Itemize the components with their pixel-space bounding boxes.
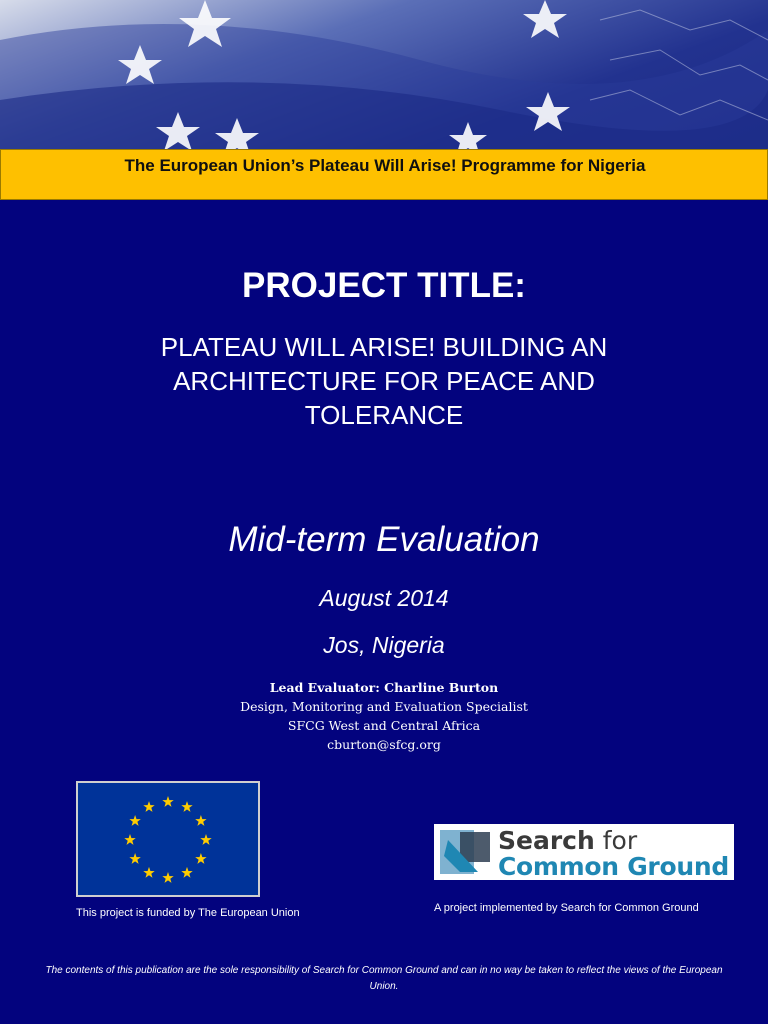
eu-star-icon xyxy=(124,834,135,845)
eu-star-icon xyxy=(181,801,192,812)
eu-star-icon xyxy=(143,867,154,878)
evaluation-heading: Mid-term Evaluation xyxy=(228,520,540,559)
eu-star-icon xyxy=(143,801,154,812)
sfcg-word-search: Search xyxy=(498,826,595,855)
eu-star-icon xyxy=(195,815,206,826)
eu-flag-logo xyxy=(76,781,260,897)
disclaimer: The contents of this publication are the sole responsibility of Search for Common Ground and can in no way be taken to reflect the views of the European Union. xyxy=(45,965,723,992)
sfcg-word-for: for xyxy=(594,826,638,855)
eu-star-icon xyxy=(129,815,140,826)
sfcg-caption: A project implemented by Search for Common Ground xyxy=(434,902,699,914)
sfcg-wordmark-line2: Common Ground xyxy=(498,852,729,881)
eu-banner-image xyxy=(0,0,768,150)
evaluator-email: cburton@sfcg.org xyxy=(327,737,441,752)
evaluation-location: Jos, Nigeria xyxy=(323,632,445,658)
lead-evaluator: Lead Evaluator: Charline Burton xyxy=(269,680,499,695)
evaluator-org: SFCG West and Central Africa xyxy=(287,718,481,733)
eu-funding-caption: This project is funded by The European Union xyxy=(76,907,300,919)
eu-star-icon xyxy=(162,796,173,807)
programme-title: The European Union’s Plateau Will Arise! Programme for Nigeria xyxy=(124,156,646,175)
eu-star-icon xyxy=(195,853,206,864)
evaluator-block xyxy=(0,678,768,754)
eu-stars-graphic xyxy=(0,0,768,150)
eu-star-icon xyxy=(181,867,192,878)
eu-star-icon xyxy=(162,872,173,883)
eu-star-icon xyxy=(200,834,211,845)
sfcg-wordmark-line1 xyxy=(498,826,637,855)
programme-band xyxy=(0,149,768,200)
eu-star-circle-icon xyxy=(78,783,258,895)
evaluation-date: August 2014 xyxy=(319,585,449,611)
project-subtitle: PLATEAU WILL ARISE! BUILDING AN ARCHITECTURE FOR PEACE AND TOLERANCE xyxy=(160,332,608,430)
sfcg-logo xyxy=(434,824,734,880)
project-title-label: PROJECT TITLE: xyxy=(242,266,526,305)
eu-star-icon xyxy=(129,853,140,864)
evaluator-role: Design, Monitoring and Evaluation Specialist xyxy=(240,699,528,714)
sfcg-mark-icon xyxy=(434,824,496,880)
